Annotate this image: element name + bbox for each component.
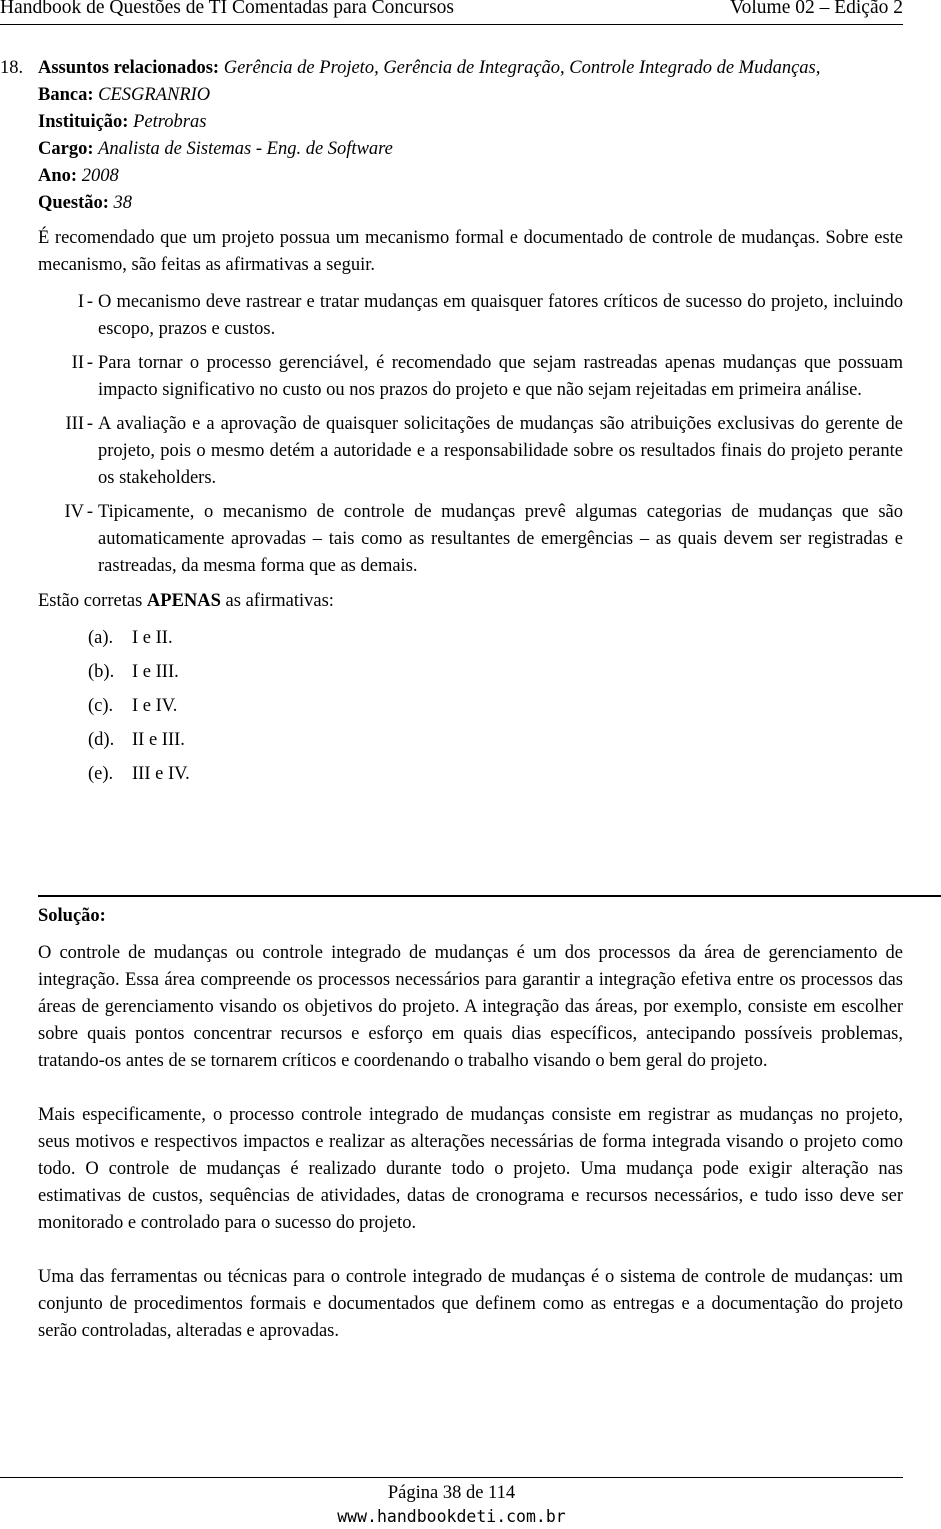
solution-heading: Solução: <box>38 906 106 926</box>
option-text: II e III. <box>132 730 185 750</box>
meta-questao <box>38 190 903 217</box>
option-e <box>88 761 903 795</box>
option-c <box>88 693 903 727</box>
statement-item: III - A avaliação e a aprovação de quaisquer solicitações de mudanças são atribuições exclusivas do gerente de projeto, pois o mesmo detém a autoridade e a responsabilidade sobre os resultados finais do projeto perante os stakeholders. <box>38 411 903 492</box>
footer-divider <box>0 1477 903 1478</box>
answer-options <box>88 625 903 795</box>
answer-prompt <box>38 588 903 615</box>
meta-banca <box>38 82 903 109</box>
option-label: (c). <box>88 696 114 716</box>
meta-label: Questão: <box>38 193 109 213</box>
website-link[interactable]: www.handbookdeti.com.br <box>337 1507 566 1526</box>
meta-label: Ano: <box>38 166 78 186</box>
book-title: Handbook de Questões de TI Comentadas para Concursos <box>0 0 454 18</box>
prompt-emphasis: APENAS <box>146 591 221 611</box>
option-text: I e IV. <box>132 696 178 716</box>
option-b <box>88 659 903 693</box>
option-d <box>88 727 903 761</box>
meta-cargo <box>38 136 903 163</box>
meta-label: Assuntos relacionados: <box>38 58 220 78</box>
option-label: (b). <box>88 662 115 682</box>
meta-value: Petrobras <box>133 112 207 132</box>
page-number: Página 38 de 114 <box>387 1483 516 1503</box>
statement-item: I - O mecanismo deve rastrear e tratar mudanças em quaisquer fatores críticos de sucesso do projeto, incluindo escopo, prazos e custos. <box>38 289 903 343</box>
option-label: (a). <box>88 628 114 648</box>
meta-label: Instituição: <box>38 112 129 132</box>
volume-edition: Volume 02 – Edição 2 <box>730 0 903 18</box>
item-text: A avaliação e a aprovação de quaisquer solicitações de mudanças são atribuições exclusivas do gerente de projeto, pois o mesmo detém a autoridade e a responsabilidade sobre os resultados finais do projeto perante os stakeholders. <box>98 414 903 488</box>
meta-label: Banca: <box>38 85 94 105</box>
question-statement: É recomendado que um projeto possua um mecanismo formal e documentado de controle de mudanças. Sobre este mecanismo, são feitas as afirmativas a seguir. <box>38 228 903 275</box>
question-meta <box>38 55 903 217</box>
statement-list <box>38 289 903 580</box>
item-text: Para tornar o processo gerenciável, é recomendado que sejam rastreadas apenas mudanças que possuam impacto significativo no custo ou nos prazos do projeto e que não sejam rejeitadas em primeira análise. <box>98 353 903 400</box>
option-text: III e IV. <box>132 764 190 784</box>
prompt-text: as afirmativas: <box>220 591 334 611</box>
meta-value: Analista de Sistemas - Eng. de Software <box>98 139 393 159</box>
item-text: Tipicamente, o mecanismo de controle de mudanças prevê algumas categorias de mudanças que são automaticamente aprovadas – tais como as resultantes de emergências – as quais devem ser registradas e rastreadas, da mesma forma que as demais. <box>98 502 903 576</box>
option-text: I e II. <box>132 628 173 648</box>
question-number: 18. <box>0 58 24 78</box>
item-text: O mecanismo deve rastrear e tratar mudanças em quaisquer fatores críticos de sucesso do projeto, incluindo escopo, prazos e custos. <box>98 292 903 339</box>
section-divider <box>38 895 941 897</box>
item-numeral: I <box>77 292 84 312</box>
solution-paragraph: Uma das ferramentas ou técnicas para o controle integrado de mudanças é o sistema de controle de mudanças: um conjunto de procedimentos formais e documentados que definem como as entregas e a documentação do projeto serão controladas, alteradas e aprovadas. <box>38 1267 903 1341</box>
meta-value: 2008 <box>81 166 119 186</box>
option-label: (e). <box>88 764 114 784</box>
solution-paragraph: Mais especificamente, o processo controle integrado de mudanças consiste em registrar as mudanças no projeto, seus motivos e respectivos impactos e realizar as alterações necessárias de forma integrada visando o projeto como todo. O controle de mudanças é realizado durante todo o projeto. Uma mudança pode exigir alteração nas estimativas de custos, sequências de atividades, datas de cronograma e recursos necessários, e tudo isso deve ser monitorado e controlado para o sucesso do projeto. <box>38 1105 903 1233</box>
meta-value: CESGRANRIO <box>98 85 211 105</box>
meta-instituicao <box>38 109 903 136</box>
option-label: (d). <box>88 730 115 750</box>
meta-label: Cargo: <box>38 139 94 159</box>
item-numeral: II <box>71 353 84 373</box>
option-a <box>88 625 903 659</box>
item-numeral: III <box>65 414 84 434</box>
statement-item: IV - Tipicamente, o mecanismo de controle de mudanças prevê algumas categorias de mudanças que são automaticamente aprovadas – tais como as resultantes de emergências – as quais devem ser registradas e rastreadas, da mesma forma que as demais. <box>38 499 903 580</box>
solution-paragraph: O controle de mudanças ou controle integrado de mudanças é um dos processos da área de gerenciamento de integração. Essa área compreende os processos necessários para garantir a integração efetiva entre os processos das áreas de gerenciamento visando os objetivos do projeto. A integração das áreas, por exemplo, consiste em escolher sobre quais pontos concentrar recursos e esforço em quais dias específicos, antecipando possíveis problemas, tratando-os antes de se tornarem críticos e coordenando o trabalho visando o bem geral do projeto. <box>38 943 903 1071</box>
solution-section <box>38 903 903 1372</box>
meta-assuntos <box>38 55 903 82</box>
option-text: I e III. <box>132 662 179 682</box>
meta-value: Gerência de Projeto, Gerência de Integração, Controle Integrado de Mudanças, <box>223 58 821 78</box>
meta-ano <box>38 163 903 190</box>
item-numeral: IV <box>64 502 84 522</box>
prompt-text: Estão corretas <box>38 591 147 611</box>
statement-item: II - Para tornar o processo gerenciável, é recomendado que sejam rastreadas apenas mudanças que possuam impacto significativo no custo ou nos prazos do projeto e que não sejam rejeitadas em primeira análise. <box>38 350 903 404</box>
page-header <box>0 0 903 25</box>
meta-value: 38 <box>113 193 133 213</box>
page-footer <box>0 1481 903 1529</box>
question-block <box>0 55 903 795</box>
